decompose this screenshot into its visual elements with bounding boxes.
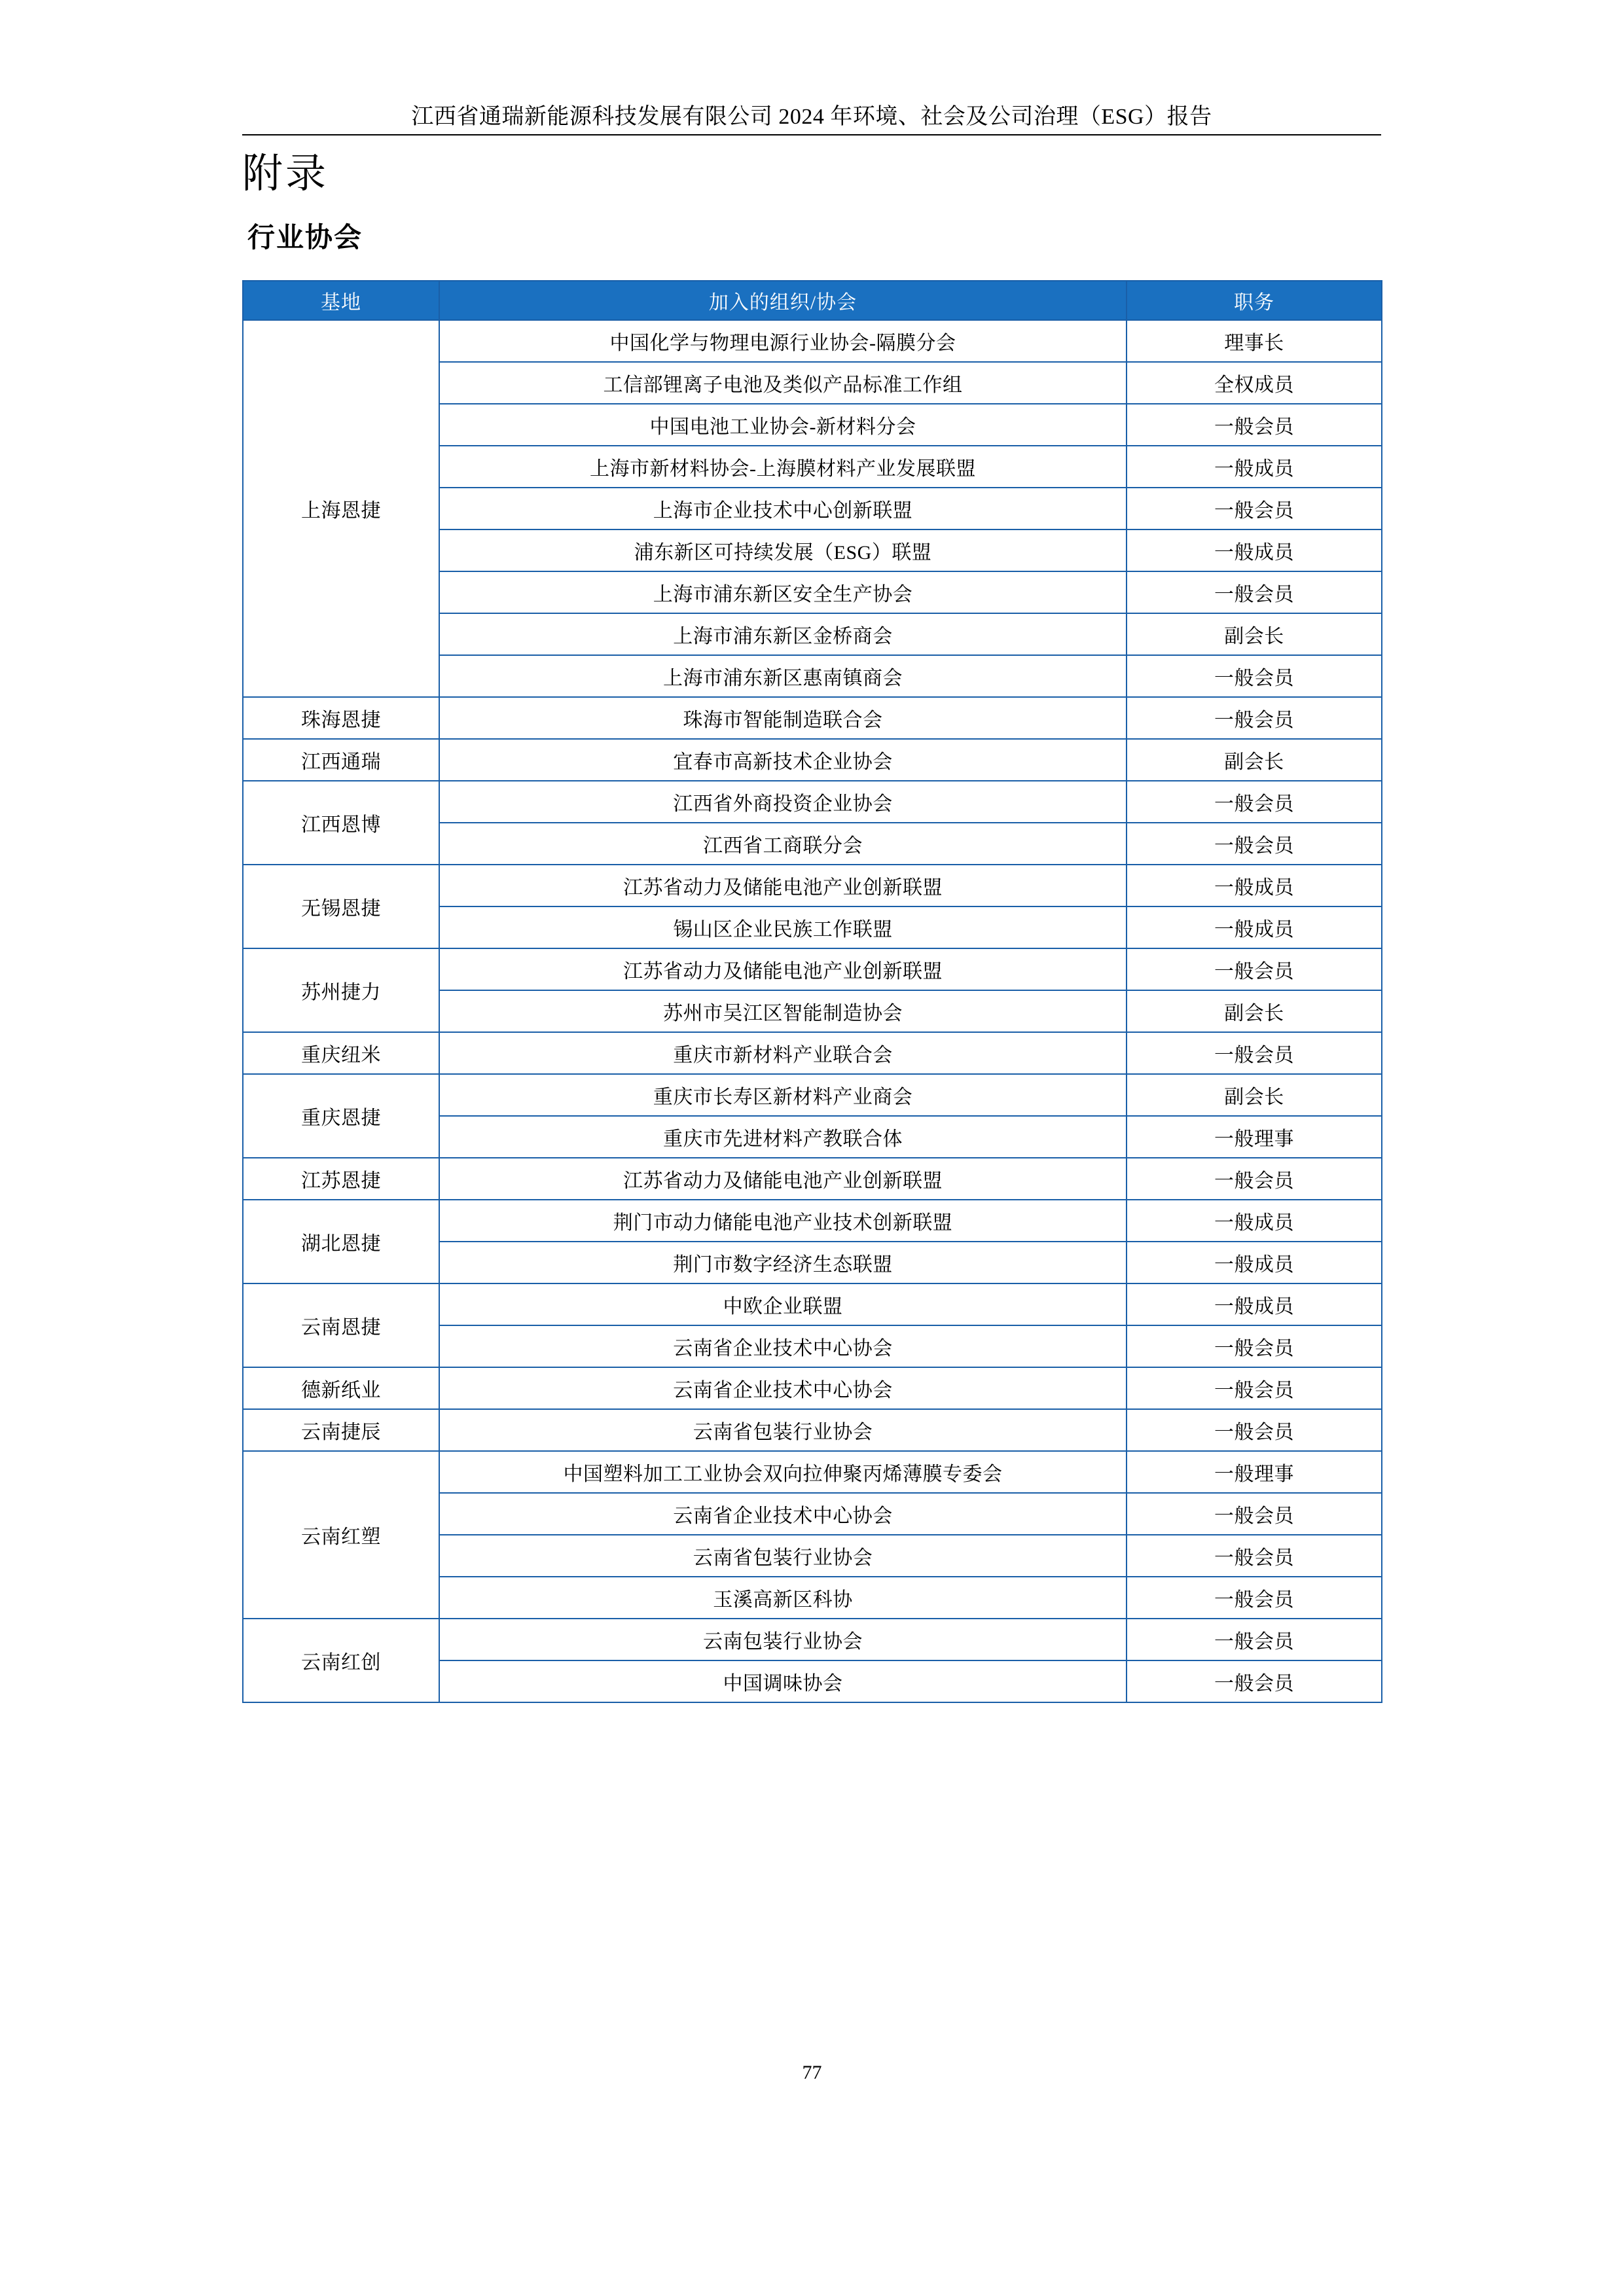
table-row: [243, 865, 1382, 906]
cell-role: 全权成员: [1127, 362, 1382, 404]
cell-organization: 浦东新区可持续发展（ESG）联盟: [439, 529, 1127, 571]
cell-organization: 上海市企业技术中心创新联盟: [439, 488, 1127, 529]
column-header-role: 职务: [1127, 281, 1382, 320]
cell-role: 一般会员: [1127, 404, 1382, 446]
cell-organization: 宜春市高新技术企业协会: [439, 739, 1127, 781]
cell-base: 云南恩捷: [243, 1283, 439, 1367]
table-row: [243, 1158, 1382, 1200]
cell-base: 云南红创: [243, 1619, 439, 1702]
cell-base: 无锡恩捷: [243, 865, 439, 948]
cell-role: 一般成员: [1127, 1200, 1382, 1242]
table-body: [243, 320, 1382, 1702]
cell-organization: 江苏省动力及储能电池产业创新联盟: [439, 1158, 1127, 1200]
cell-role: 一般会员: [1127, 781, 1382, 823]
cell-base: 江西恩博: [243, 781, 439, 865]
cell-organization: 中国电池工业协会-新材料分会: [439, 404, 1127, 446]
cell-organization: 上海市浦东新区安全生产协会: [439, 571, 1127, 613]
cell-organization: 江苏省动力及储能电池产业创新联盟: [439, 948, 1127, 990]
cell-base: 江西通瑞: [243, 739, 439, 781]
cell-base: 重庆恩捷: [243, 1074, 439, 1158]
cell-base: 苏州捷力: [243, 948, 439, 1032]
cell-organization: 云南省包装行业协会: [439, 1409, 1127, 1451]
cell-organization: 苏州市吴江区智能制造协会: [439, 990, 1127, 1032]
table-row: [243, 1619, 1382, 1660]
table-row: [243, 1409, 1382, 1451]
table-row: [243, 1200, 1382, 1242]
table-row: [243, 1283, 1382, 1325]
table-header-row: [243, 281, 1382, 320]
cell-role: 一般会员: [1127, 1577, 1382, 1619]
cell-organization: 玉溪高新区科协: [439, 1577, 1127, 1619]
cell-organization: 中国塑料加工工业协会双向拉伸聚丙烯薄膜专委会: [439, 1451, 1127, 1493]
cell-organization: 云南省包装行业协会: [439, 1535, 1127, 1577]
cell-role: 一般成员: [1127, 865, 1382, 906]
cell-base: 云南红塑: [243, 1451, 439, 1619]
cell-organization: 中国化学与物理电源行业协会-隔膜分会: [439, 320, 1127, 362]
cell-role: 一般会员: [1127, 571, 1382, 613]
cell-role: 一般会员: [1127, 1367, 1382, 1409]
header-divider: [242, 134, 1381, 135]
cell-role: 副会长: [1127, 990, 1382, 1032]
cell-organization: 上海市浦东新区惠南镇商会: [439, 655, 1127, 697]
industry-association-table: [242, 280, 1382, 1703]
cell-role: 一般会员: [1127, 1493, 1382, 1535]
table-row: [243, 1367, 1382, 1409]
cell-role: 一般理事: [1127, 1116, 1382, 1158]
running-header: 江西省通瑞新能源科技发展有限公司 2024 年环境、社会及公司治理（ESG）报告: [411, 105, 1212, 129]
cell-organization: 荆门市数字经济生态联盟: [439, 1242, 1127, 1283]
table-row: [243, 1074, 1382, 1116]
cell-role: 理事长: [1127, 320, 1382, 362]
cell-organization: 珠海市智能制造联合会: [439, 697, 1127, 739]
cell-organization: 上海市浦东新区金桥商会: [439, 613, 1127, 655]
cell-role: 一般会员: [1127, 488, 1382, 529]
table-row: [243, 1032, 1382, 1074]
table-row: [243, 320, 1382, 362]
cell-organization: 云南省企业技术中心协会: [439, 1325, 1127, 1367]
cell-base: 上海恩捷: [243, 320, 439, 697]
cell-organization: 上海市新材料协会-上海膜材料产业发展联盟: [439, 446, 1127, 488]
cell-organization: 云南省企业技术中心协会: [439, 1493, 1127, 1535]
column-header-base: 基地: [243, 281, 439, 320]
page-number: 77: [802, 2062, 822, 2083]
cell-organization: 江西省工商联分会: [439, 823, 1127, 865]
cell-role: 一般会员: [1127, 1325, 1382, 1367]
cell-role: 一般会员: [1127, 1158, 1382, 1200]
cell-role: 副会长: [1127, 613, 1382, 655]
table-row: [243, 781, 1382, 823]
page-title: 附录: [242, 152, 329, 196]
cell-base: 江苏恩捷: [243, 1158, 439, 1200]
cell-organization: 重庆市长寿区新材料产业商会: [439, 1074, 1127, 1116]
cell-organization: 云南省企业技术中心协会: [439, 1367, 1127, 1409]
cell-role: 一般成员: [1127, 1242, 1382, 1283]
cell-role: 一般成员: [1127, 906, 1382, 948]
cell-role: 副会长: [1127, 739, 1382, 781]
cell-base: 德新纸业: [243, 1367, 439, 1409]
cell-base: 重庆纽米: [243, 1032, 439, 1074]
cell-role: 一般会员: [1127, 1032, 1382, 1074]
cell-role: 一般理事: [1127, 1451, 1382, 1493]
cell-role: 一般成员: [1127, 1283, 1382, 1325]
cell-organization: 荆门市动力储能电池产业技术创新联盟: [439, 1200, 1127, 1242]
cell-role: 一般成员: [1127, 529, 1382, 571]
cell-base: 云南捷辰: [243, 1409, 439, 1451]
cell-organization: 重庆市先进材料产教联合体: [439, 1116, 1127, 1158]
table-row: [243, 948, 1382, 990]
cell-role: 一般会员: [1127, 1619, 1382, 1660]
cell-role: 一般会员: [1127, 1660, 1382, 1702]
cell-role: 一般会员: [1127, 1409, 1382, 1451]
cell-role: 一般会员: [1127, 655, 1382, 697]
cell-organization: 中欧企业联盟: [439, 1283, 1127, 1325]
cell-base: 珠海恩捷: [243, 697, 439, 739]
cell-organization: 云南包装行业协会: [439, 1619, 1127, 1660]
cell-organization: 锡山区企业民族工作联盟: [439, 906, 1127, 948]
cell-role: 一般会员: [1127, 823, 1382, 865]
table-row: [243, 739, 1382, 781]
cell-role: 一般成员: [1127, 446, 1382, 488]
column-header-organization: 加入的组织/协会: [439, 281, 1127, 320]
table-row: [243, 697, 1382, 739]
cell-organization: 中国调味协会: [439, 1660, 1127, 1702]
cell-organization: 江苏省动力及储能电池产业创新联盟: [439, 865, 1127, 906]
cell-organization: 工信部锂离子电池及类似产品标准工作组: [439, 362, 1127, 404]
cell-organization: 重庆市新材料产业联合会: [439, 1032, 1127, 1074]
table-row: [243, 1451, 1382, 1493]
section-subtitle: 行业协会: [247, 223, 363, 253]
cell-organization: 江西省外商投资企业协会: [439, 781, 1127, 823]
cell-role: 副会长: [1127, 1074, 1382, 1116]
cell-role: 一般会员: [1127, 697, 1382, 739]
cell-base: 湖北恩捷: [243, 1200, 439, 1283]
cell-role: 一般会员: [1127, 948, 1382, 990]
cell-role: 一般会员: [1127, 1535, 1382, 1577]
